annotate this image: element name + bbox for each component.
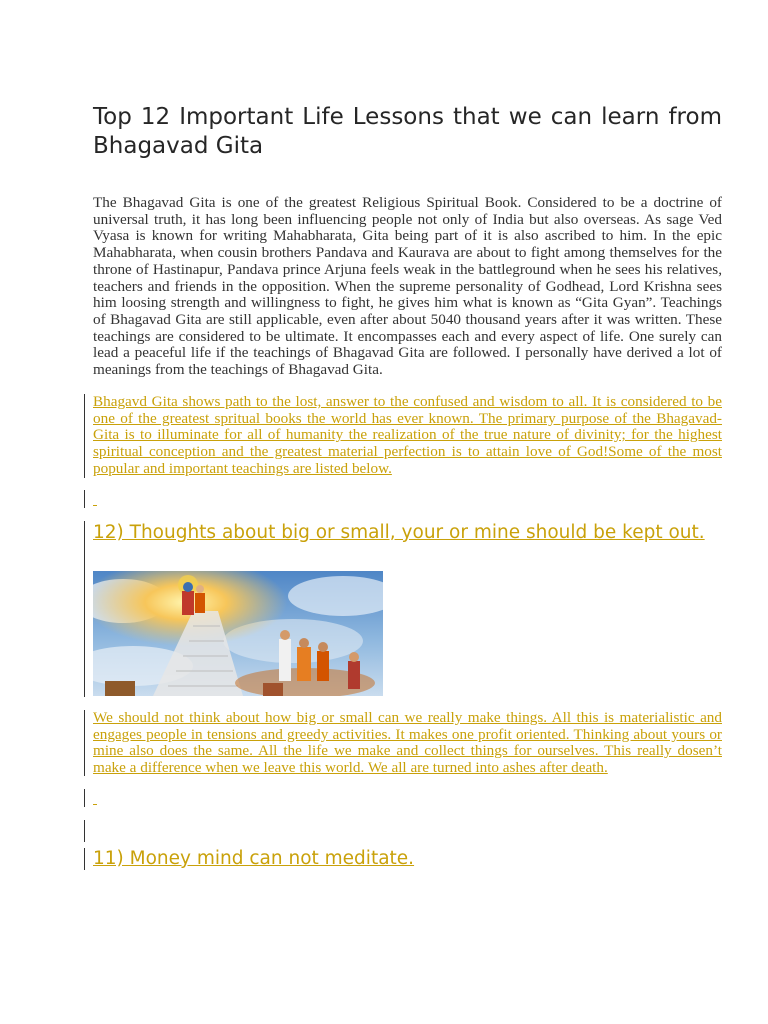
- margin-bar: [84, 490, 85, 508]
- page-title: Top 12 Important Life Lessons that we can learn from Bhagavad Gita: [93, 104, 722, 159]
- margin-bar: [84, 820, 85, 842]
- lesson-12-paragraph[interactable]: We should not think about how big or small can we really make things. All this is materialistic and engages people in tensions and greedy activities. It makes one profit oriented. Thinking about yours or mine also does the same. All the life we make and collect things for ourselves. This really dosen’t make a difference when we leave this world. We all are turned into ashes after death.: [93, 709, 722, 777]
- margin-bar: [84, 789, 85, 807]
- margin-bar: [84, 848, 85, 870]
- intro-link-paragraph[interactable]: Bhagavd Gita shows path to the lost, answer to the confused and wisdom to all. It is considered to be one of the greatest spritual books the world has ever known. The primary purpose of the Bhagavad-Gita is to illuminate for all of humanity the realization of the true nature of divinity; for the highest spiritual conception and the greatest material perfection is to attain love of God!Some of the most popular and important teachings are listed below.: [93, 393, 722, 477]
- krishna-arjuna-illustration[interactable]: [93, 571, 383, 696]
- margin-bar: [84, 710, 85, 776]
- empty-link[interactable]: [93, 505, 97, 506]
- margin-bar: [84, 521, 85, 697]
- lesson-11-heading[interactable]: 11) Money mind can not meditate.: [93, 848, 415, 869]
- intro-paragraph: The Bhagavad Gita is one of the greatest Religious Spiritual Book. Considered to be a doctrine of universal truth, it has long been influencing people not only of India but also overseas. As sage Ved Vyasa is known for writing Mahabharata, Gita being part of it is also ascribed to him. In the epic Mahabharata, when cousin brothers Pandava and Kaurava are about to fight among themselves for the throne of Hastinapur, Pandava prince Arjuna feels weak in the battleground when he sees his relatives, teachers and friends in the opposition. When the supreme personality of Godhead, Lord Krishna sees him loosing strength and willingness to fight, he gives him what is known as “Gita Gyan”. Teachings of Bhagavad Gita are still applicable, even after about 5040 thousand years after it was written. These teachings are considered to be ultimate. It encompasses each and every aspect of life. One surely can lead a peaceful life if the teachings of Bhagavad Gita are followed. I personally have derived a lot of meanings from the teachings of Bhagavad Gita.: [93, 194, 722, 379]
- margin-bar: [84, 394, 85, 478]
- lesson-12-heading[interactable]: 12) Thoughts about big or small, your or mine should be kept out.: [93, 522, 705, 543]
- empty-link[interactable]: [93, 804, 97, 805]
